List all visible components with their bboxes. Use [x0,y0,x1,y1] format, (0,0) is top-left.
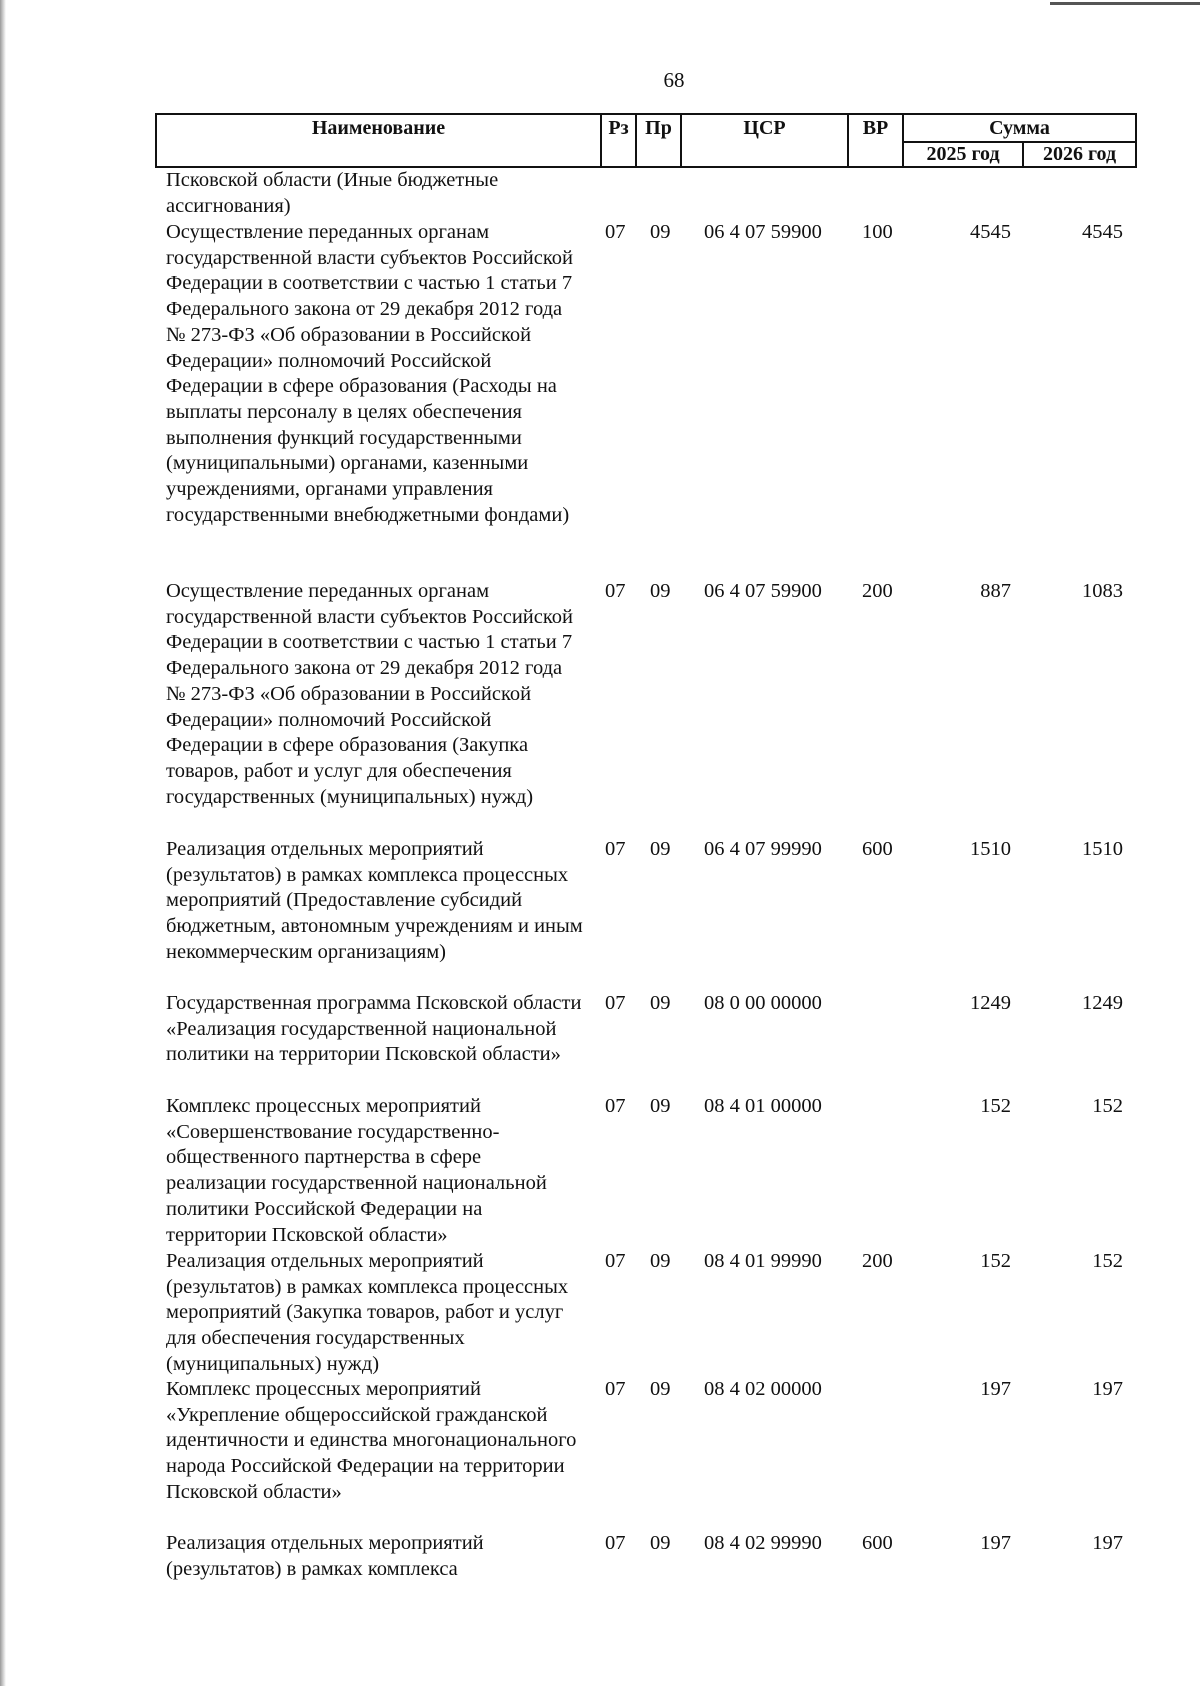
row-csr: 08 4 01 99990 [704,1250,822,1272]
row-sum-2026: 1083 [1082,580,1123,602]
row-sum-2025: 152 [980,1095,1011,1117]
row-csr: 08 4 02 99990 [704,1532,822,1554]
row-sum-2026: 197 [1092,1532,1123,1554]
row-vr: 100 [862,221,893,243]
row-sum-2025: 197 [980,1532,1011,1554]
row-name: Государственная программа Псковской области «Реализация государственной национальной политики на территории Псковской области» [166,992,582,1066]
row-vr: 200 [862,1250,893,1272]
table-header [155,113,1135,168]
row-pr: 09 [650,1378,671,1400]
row-rz: 07 [605,221,626,243]
row-rz: 07 [605,1095,626,1117]
row-name: Осуществление переданных органам государственной власти субъектов Российской Федерации в соответствии с частью 1 статьи 7 Федерального закона от 29 декабря 2012 года № 273-ФЗ «Об образовании в Российской Федерации» полномочий Российской Федерации в сфере образования (Закупка товаров, работ и услуг для обеспечения государственных (муниципальных) нужд) [166,580,574,808]
row-rz: 07 [605,992,626,1014]
row-rz: 07 [605,1250,626,1272]
row-pr: 09 [650,1250,671,1272]
header-vr: ВР [848,114,903,167]
scan-edge [0,0,6,1686]
header-pr: Пр [636,114,681,167]
row-sum-2025: 887 [980,580,1011,602]
row-sum-2025: 152 [980,1250,1011,1272]
header-2025: 2025 год [903,142,1023,167]
row-name: Реализация отдельных мероприятий (результатов) в рамках комплекса процессных мероприятий (Предоставление субсидий бюджетным, автономным учреждениям и иным некоммерческим организациям) [166,838,583,963]
header-2026: 2026 год [1023,142,1136,167]
row-csr: 06 4 07 59900 [704,580,822,602]
corner-line [1050,2,1200,5]
row-csr: 08 0 00 00000 [704,992,822,1014]
row-pr: 09 [650,221,671,243]
row-name: Комплекс процессных мероприятий «Укрепление общероссийской гражданской идентичности и единства многонационального народа Российской Федерации на территории Псковской области» [166,1378,577,1503]
header-rz: Рз [601,114,636,167]
row-sum-2025: 4545 [970,221,1011,243]
row-vr: 200 [862,580,893,602]
row-csr: 06 4 07 59900 [704,221,822,243]
row-pr: 09 [650,1532,671,1554]
header-csr: ЦСР [681,114,848,167]
row-sum-2026: 197 [1092,1378,1123,1400]
header-sum: Сумма [903,114,1136,142]
row-csr: 08 4 02 00000 [704,1378,822,1400]
header-name: Наименование [156,114,601,167]
row-sum-2026: 1249 [1082,992,1123,1014]
row-pr: 09 [650,992,671,1014]
row-sum-2026: 152 [1092,1250,1123,1272]
row-sum-2025: 1510 [970,838,1011,860]
row-vr: 600 [862,1532,893,1554]
row-name: Комплекс процессных мероприятий «Совершенствование государственно-общественного партнерства в сфере реализации государственной национальной политики Российской Федерации на территории Псковской области» [166,1095,547,1246]
row-pr: 09 [650,1095,671,1117]
row-rz: 07 [605,838,626,860]
row-sum-2026: 4545 [1082,221,1123,243]
row-name: Реализация отдельных мероприятий (результатов) в рамках комплекса процессных мероприятий (Закупка товаров, работ и услуг для обеспечения государственных (муниципальных) нужд) [166,1250,569,1375]
row-rz: 07 [605,580,626,602]
row-pr: 09 [650,580,671,602]
row-sum-2025: 197 [980,1378,1011,1400]
row-csr: 08 4 01 00000 [704,1095,822,1117]
page-number: 68 [663,68,685,92]
row-name: Псковской области (Иные бюджетные ассигнования) [166,169,499,217]
row-rz: 07 [605,1532,626,1554]
row-name: Реализация отдельных мероприятий (результатов) в рамках комплекса [166,1532,484,1580]
row-pr: 09 [650,838,671,860]
row-sum-2026: 152 [1092,1095,1123,1117]
row-rz: 07 [605,1378,626,1400]
row-csr: 06 4 07 99990 [704,838,822,860]
row-sum-2026: 1510 [1082,838,1123,860]
row-name: Осуществление переданных органам государственной власти субъектов Российской Федерации в соответствии с частью 1 статьи 7 Федерального закона от 29 декабря 2012 года № 273-ФЗ «Об образовании в Российской Федерации» полномочий Российской Федерации в сфере образования (Расходы на выплаты персоналу в целях обеспечения выполнения функций государственными (муниципальными) органами, казенными учреждениями, органами управления государственными внебюджетными фондами) [166,221,574,526]
row-vr: 600 [862,838,893,860]
row-sum-2025: 1249 [970,992,1011,1014]
